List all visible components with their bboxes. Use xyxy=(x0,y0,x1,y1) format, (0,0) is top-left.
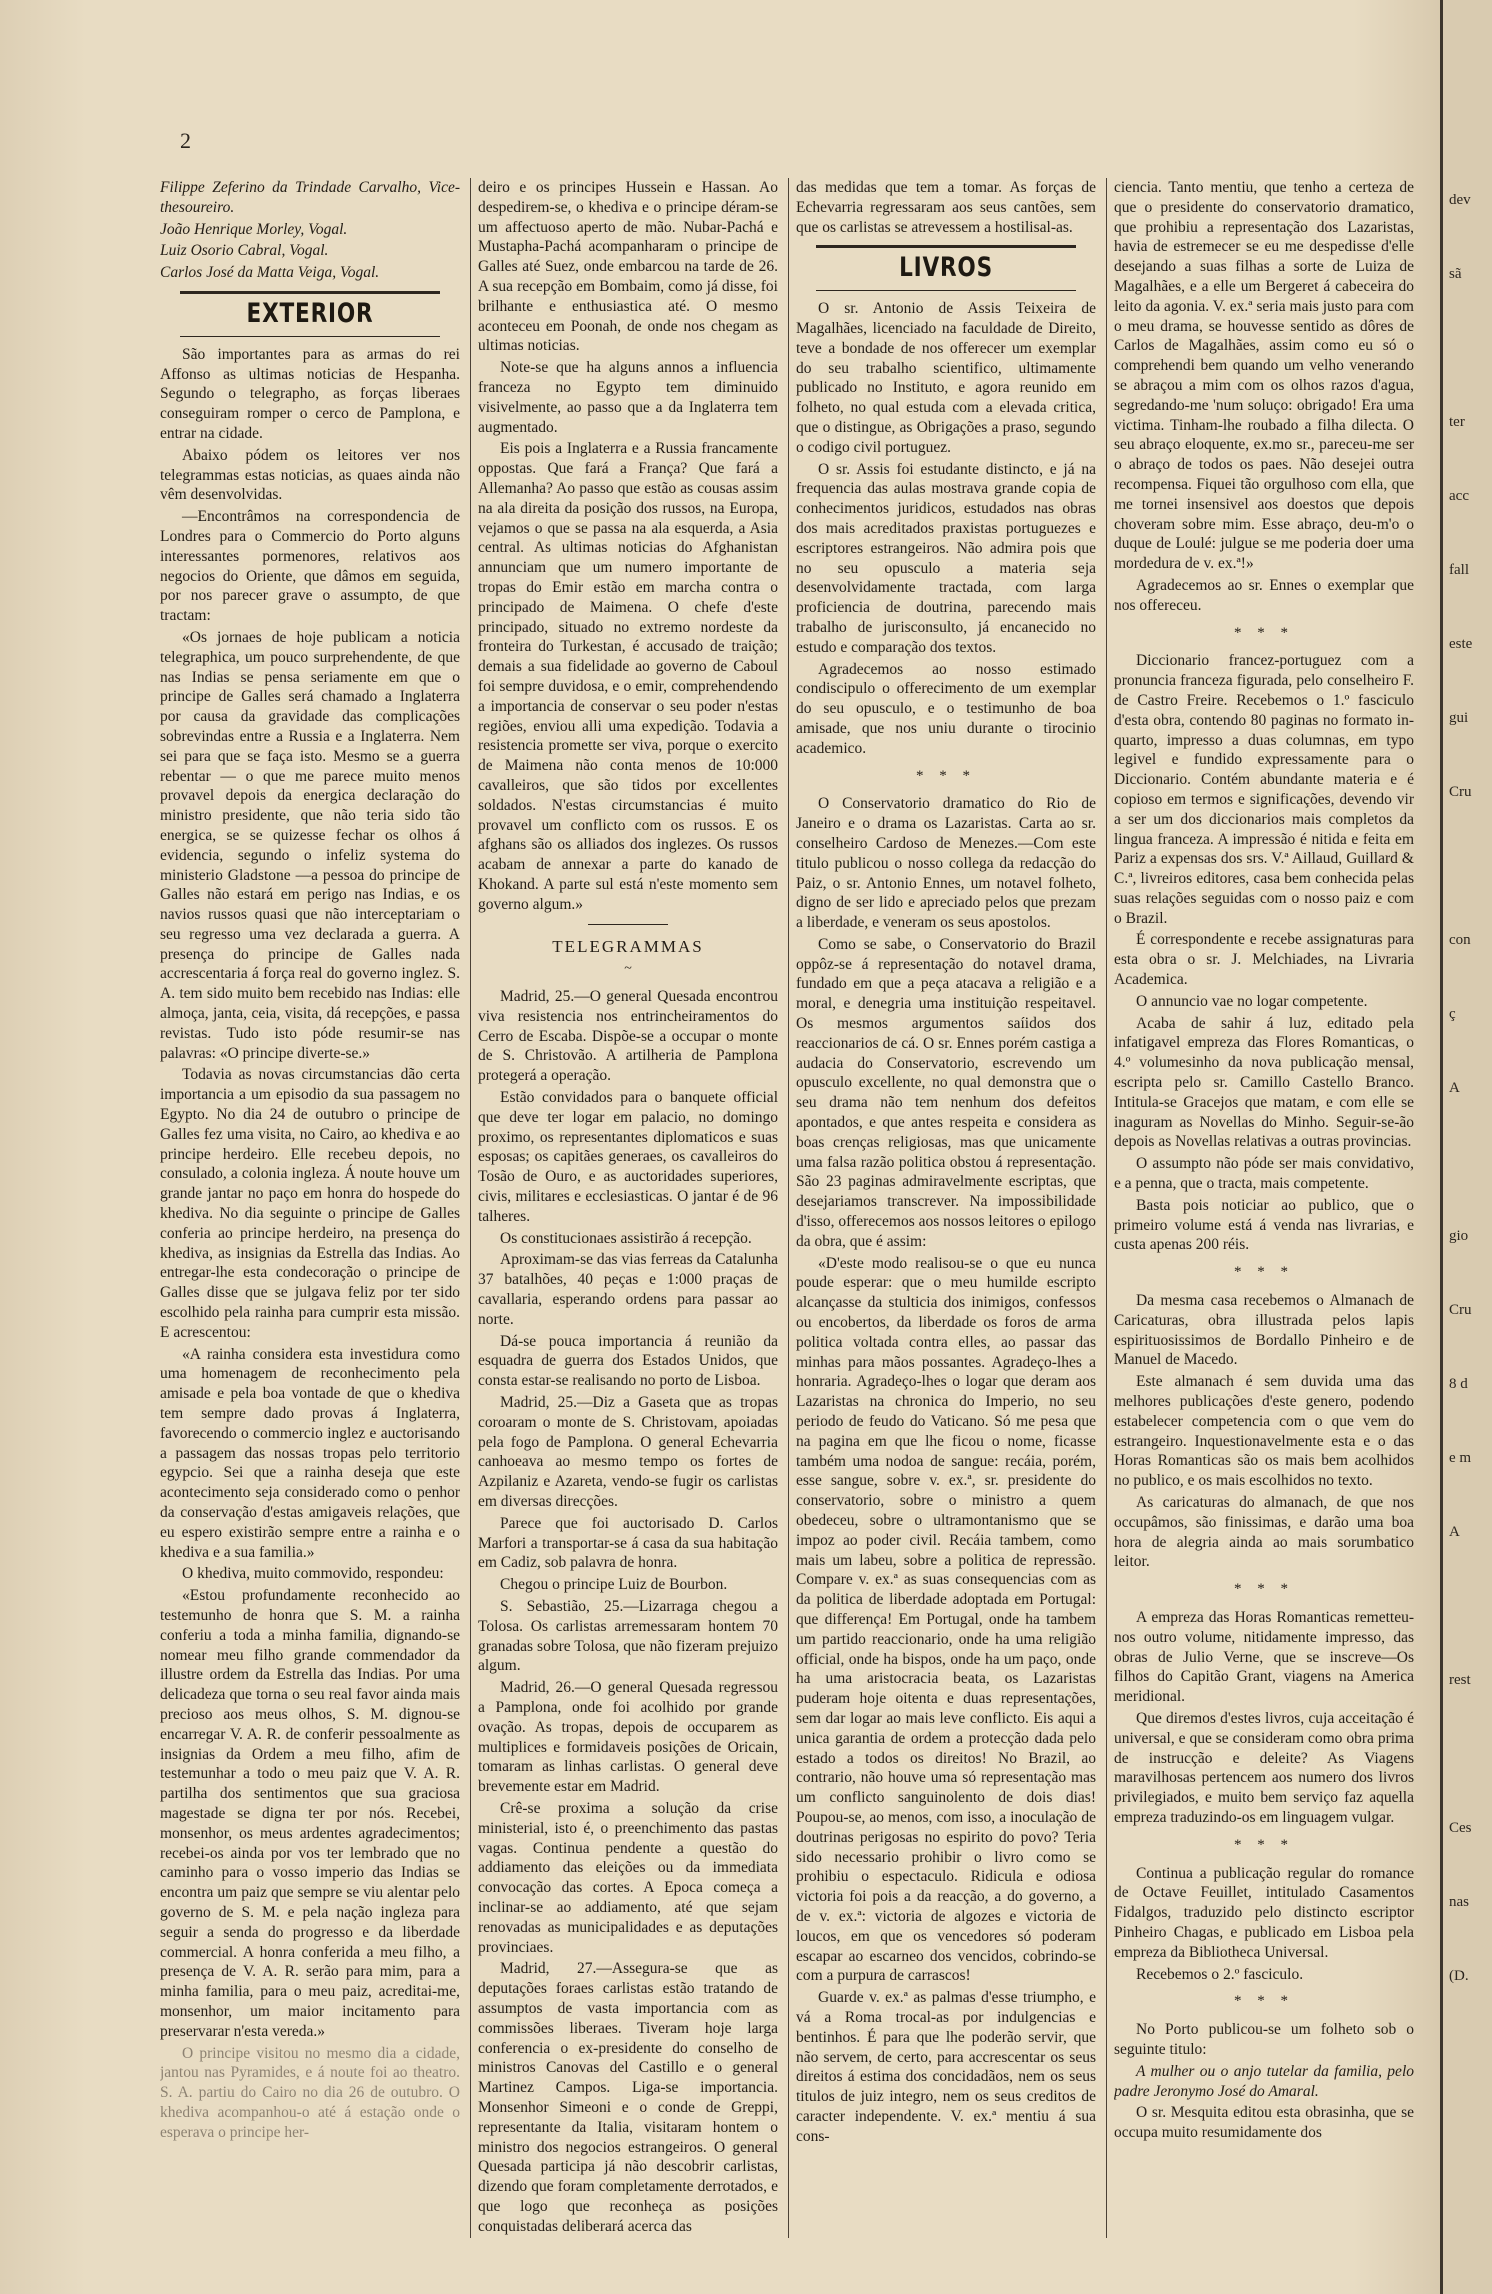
section-stars: * * * xyxy=(1234,1264,1294,1281)
article-paragraph: Agradecemos ao nosso estimado condiscipulo o offerecimento de um exemplar do seu opusculo, e o testimunho de boa amisade, que nos uniu durante o tirocinio academico. xyxy=(796,660,1096,757)
divider xyxy=(588,924,668,925)
section-rule xyxy=(180,336,440,337)
article-paragraph: Este almanach é sem duvida uma das melhores publicações d'este genero, podendo estabelecer competencia com o que vem do estrangeiro. Inquestionavelmente esta e o das Horas Romanticas são os mais bem acolhidos no publico, e os mais escolhidos no texto. xyxy=(1114,1373,1414,1490)
article-paragraph: Todavia as novas circumstancias dão certa importancia a um episodio da sua passagem no Egypto. No dia 24 de outubro o principe de Galles fez uma visita, no Cairo, ao khediva e ao principe herdeiro. Elle recebeu depois, no consulado, a colonia ingleza. Á noute houve um grande jantar no paço em honra do hospede do khediva. No dia seguinte o principe de Galles conferia ao principe herdeiro, na presença do khediva, as insignias da Estrella das Indias. Ao entregar-lhe esta condecoração o principe de Galles disse que se julgava feliz por ter sido escolhido pela rainha para cumprir esta missão. E acrescentou: xyxy=(160,1066,460,1341)
article-paragraph: Basta pois noticiar ao publico, que o primeiro volume está á venda nas livrarias, e custa apenas 200 réis. xyxy=(1114,1196,1414,1254)
adjacent-page-fragment xyxy=(1443,338,1492,358)
article-paragraph: O Conservatorio dramatico do Rio de Janeiro e o drama os Lazaristas. Carta ao sr. conselheiro Cardoso de Menezes.—Com este titulo publicou o nosso collega da redacção do Paiz, o sr. Antonio Ennes, um notavel folheto, digno de ser lido e apreciado pelos que prezam a liberdade, e veneram os seus apostolos. xyxy=(796,795,1096,932)
adjacent-page-fragment: este xyxy=(1449,636,1473,652)
article-paragraph: «D'este modo realisou-se o que eu nunca poude esperar: que o meu humilde escripto alcançasse da stulticia dos inimigos, confessos ou encobertos, da liberdade os foros de arma politica voltada contra elles, ao passar das minhas para mãos possantes. Agradeço-lhes a honraria. Agradeço-lhes o logar que deram aos Lazaristas na chronica do Imperio, no seu periodo de feudo do Vaticano. Só me pesa que na pagina em que lhe ficou o nome, ficasse também uma nodoa de sangue: recáia, porém, esse sangue, sobre v. ex.ª, sr. presidente do conservatorio, sobre o ministro a quem obedeceu, sobre o ultramontanismo que se impoz ao poder civil. Recáia tambem, como mais um labeu, sobre a politica de repressão. Compare v. ex.ª as suas consequencias com as da politica de liberdade adoptada em Portugal: que differença! Em Portugal, onde ha tambem um partido reaccionario, onde ha uma religião official, onde ha bispos, onde ha um paço, onde ha uma aristocracia beata, os Lazaristas puderam hoje oitenta e duas representações, sem dar logar ao mais leve conflicto. Eis aqui a unica garantia de ordem a protecção dada pelo estado a todos os direitos! No Brazil, ao contrario, não houve uma só representação mas um conflicto sanguinolento de dois dias! Poupou-se, ao menos, com isso, a inoculação de doutrinas perigosas no espirito do povo? Teria sido necessario prohibir o livro como se prohibiu o espectaculo. Ridicula e odiosa victoria foi pois a da reacção, a do governo, a de v. ex.ª: victoria de algozes e victoria de loucos, em que os vencedores só poderam escapar ao escarneo dos vencidos, cobrindo-se com a purpura de carrascos! xyxy=(796,1254,1096,1985)
adjacent-page-fragment: gio xyxy=(1449,1228,1469,1244)
article-paragraph: Agradecemos ao sr. Ennes o exemplar que nos offereceu. xyxy=(1114,576,1414,614)
adjacent-page-fragment: ç xyxy=(1449,1006,1456,1022)
telegram-paragraph: Chegou o principe Luiz de Bourbon. xyxy=(500,1576,728,1594)
adjacent-page-fragment: ter xyxy=(1449,414,1465,430)
telegram-paragraph: Os constitucionaes assistirão á recepção. xyxy=(500,1229,752,1247)
telegram-paragraph: Dá-se pouca importancia á reunião da esquadra de guerra dos Estados Unidos, que consta estar-se realisando no porto de Lisboa. xyxy=(478,1332,778,1390)
telegram-paragraph: Madrid, 25.—O general Quesada encontrou viva resistencia nos entrincheiramentos do Cerro de Escaba. Dispõe-se a occupar o monte de S. Christovão. A artilheria de Pamplona protegerá a operação. xyxy=(478,988,778,1085)
article-paragraph: Recebemos o 2.º fasciculo. xyxy=(1136,1965,1304,1983)
column-3 xyxy=(796,178,1096,2238)
telegram-paragraph: Estão convidados para o banquete official que deve ter logar em palacio, no domingo proximo, os representantes diplomaticos e suas esposas; os capitães generaes, os cavalleiros do Tosão de Ouro, e as auctoridades superiores, civis, militares e ecclesiasticas. O jantar é de 96 talheres. xyxy=(478,1089,778,1225)
article-paragraph: Note-se que ha alguns annos a influencia franceza no Egypto tem diminuido visivelmente, ao passo que a da Inglaterra tem augmentado. xyxy=(478,359,778,436)
adjacent-page-fragment xyxy=(1443,1596,1492,1616)
article-paragraph: Eis pois a Inglaterra e a Russia francamente oppostas. Que fará a França? Que fará a Allemanha? Ao passo que estão as cousas assim na ala direita da posição dos russos, na Europa, vejamos o que se passa na ala esquerda, a Asia central. As ultimas noticias do Afghanistan annunciam que um numero importante de tropas do Emir estão em marcha contra o principado de Maimena. O chefe d'este principado, situado no extremo nordeste da fronteira do Turkestan, é accusado de traição; demais a sua fidelidade ao governo de Caboul foi sempre duvidosa, e o emir, comprehendendo a importancia de conservar o seu poder n'estas regiões, enviou alli uma expedição. Todavia a resistencia promette ser viva, porque o exercito de Maimena não conta menos de 10:000 cavalleiros, que são tidos por excellentes soldados. N'estas circumstancias é muito provavel um conflicto com os russos. E os afghans são os alliados dos inglezes. Os russos acabam de annexar a parte do kanado de Khokand. A parte sul está n'este momento sem governo algum.» xyxy=(478,440,778,913)
article-paragraph: Continua a publicação regular do romance de Octave Feuillet, intitulado Casamentos Fidalgos, traduzido pelo distincto escriptor Pinheiro Chagas, e publicado em Lisboa pela empreza da Bibliotheca Universal. xyxy=(1114,1864,1414,1961)
article-paragraph: São importantes para as armas do rei Affonso as ultimas noticias de Hespanha. Segundo o telegrapho, as forças liberaes conseguiram romper o cerco de Pamplona, e entrar na cidade. xyxy=(160,345,460,442)
adjacent-page-fragment: rest xyxy=(1449,1672,1471,1688)
article-paragraph: «Estou profundamente reconhecido ao testemunho de honra que S. M. a rainha conferiu a toda a minha familia, dignando-se nomear meu filho grande commendador da illustre ordem da Estrella das Indias. Por uma delicadeza que torna o seu real favor ainda mais precioso aos meus olhos, S. M. dignou-se encarregar V. A. R. de conferir pessoalmente as insignias da Ordem a meu filho, afim de testemunhar a todo o meu paiz que V. A. R. partilha dos sentimentos que sua graciosa magestade se digna ter por nós. Recebei, monsenhor, os meus ardentes agradecimentos; recebei-os ainda por vos ter lembrado que no caminho para o vosso imperio das Indias se encontra um paiz que sempre se viu alentar pelo governo de S. M. e pela nação ingleza para seguir a senda do progresso e da liberdade commercial. A honra conferida a meu filho, a presença de V. A. R. serão para mim, para a minha familia, para o meu paiz, acreditai-me, monsenhor, um maior incitamento para preservarar n'esta vereda.» xyxy=(160,1587,460,2040)
column-rule xyxy=(788,178,789,2238)
article-paragraph: Como se sabe, o Conservatorio do Brazil oppôz-se á representação do notavel drama, fundado em que a peça atacava a religião e a moral, e denegria uma instituição respeitavel. Os mesmos argumentos saíidos dos reaccionarios de cá. O sr. Ennes porém castiga a audacia do Conservatorio, escrevendo um opusculo excellente, no qual demonstra que o seu drama não tem nenhum dos defeitos apontados, e que antes respeita e considera as boas crenças religiosas, mas que unicamente uma falsa razão politica obstou á representação. São 23 paginas admiravelmente escriptas, que desejariamos transcrever. Na impossibilidade d'isso, offerecemos aos nossos leitores o epilogo da obra, que é assim: xyxy=(796,935,1096,1250)
adjacent-page-fragment: gui xyxy=(1449,710,1469,726)
faded-paragraph: O principe visitou no mesmo dia a cidade, jantou nas Pyramides, e á noute foi ao theatro. S. A. partiu do Cairo no dia 26 de outubro. O khediva acompanhou-o até á estação onde o esperava o principe her- xyxy=(160,2044,460,2141)
article-paragraph: A mulher ou o anjo tutelar da familia, pelo padre Jeronymo José do Amaral. xyxy=(1114,2062,1414,2100)
column-1 xyxy=(160,178,460,2238)
page-number: 2 xyxy=(180,128,191,153)
article-paragraph: A empreza das Horas Romanticas remetteu-nos outro volume, nitidamente impresso, das obras de Julio Verne, que se inscreve—Os filhos do Capitão Grant, viagens na America meridional. xyxy=(1114,1608,1414,1706)
column-rule xyxy=(470,178,471,2238)
column-rule xyxy=(1106,178,1107,2238)
article-paragraph: Da mesma casa recebemos o Almanach de Caricaturas, obra illustrada pelos lapis espirituosissimos de Bordallo Pinheiro e de Manuel de Macedo. xyxy=(1114,1292,1414,1369)
article-paragraph: É correspondente e recebe assignaturas para esta obra o sr. J. Melchiades, na Livraria Academica. xyxy=(1114,931,1414,989)
article-paragraph: O sr. Antonio de Assis Teixeira de Magalhães, licenciado na faculdade de Direito, teve a bondade de nos offerecer um exemplar do seu trabalho scientifico, ultimamente publicado no Instituto, e agora reunido em folheto, no qual estuda com a elevada critica, que o distingue, as Obrigações a praso, segundo o codigo civil portuguez. xyxy=(796,300,1096,456)
article-paragraph: deiro e os principes Hussein e Hassan. Ao despedirem-se, o khediva e o principe déram-se um affectuoso aperto de mão. Nubar-Pachá e Mustapha-Pachá acompanharam o principe de Galles até Suez, onde embarcou na tarde de 26. A sua recepção em Bombaim, como já disse, foi brilhante e enthusiastica até. O mesmo aconteceu em Poonah, de onde nos chegam as ultimas noticias. xyxy=(478,179,778,355)
telegram-paragraph: Aproximam-se das vias ferreas da Catalunha 37 batalhões, 40 peças e 1:000 praças de cavallaria, esperando ordens para passar ao norte. xyxy=(478,1251,778,1328)
article-paragraph: No Porto publicou-se um folheto sob o seguinte titulo: xyxy=(1114,2021,1414,2058)
officer-line: Filippe Zeferino da Trindade Carvalho, Vice-thesoureiro. xyxy=(160,179,460,216)
column-2 xyxy=(478,178,778,2238)
adjacent-page-fragment: A xyxy=(1449,1524,1460,1540)
adjacent-page-fragment: Ces xyxy=(1449,1820,1472,1836)
adjacent-page-fragment: acc xyxy=(1449,488,1469,504)
article-paragraph: Guarde v. ex.ª as palmas d'esse triumpho, e vá a Roma trocal-as por indulgencias e bentinhos. É para que lhe poderão servir, que não servem, de certo, para accrescentar os seus direitos á estima dos concidadãos, nem os seus titulos de juiz integro, nem os seus creditos de caracter independente. V. ex.ª mentiu á sua cons- xyxy=(796,1989,1096,2145)
article-paragraph: —Encontrâmos na correspondencia de Londres para o Commercio do Porto alguns interessantes pormenores, relativos aos negocios do Oriente, que dâmos em seguida, por nos parecer grave o assumpto, de que tractam: xyxy=(160,508,460,625)
section-stars: * * * xyxy=(1234,624,1294,641)
telegram-paragraph: Crê-se proxima a solução da crise ministerial, isto é, o preenchimento das pastas vagas. Continua pendente a questão do addiamento das eleições ou da immediata convocação das cortes. A Epoca começa a inclinar-se ao addiamento, até que sejam renovadas as municipalidades e as deputações provinciaes. xyxy=(478,1799,778,1956)
adjacent-page-fragment: nas xyxy=(1449,1894,1469,1910)
article-paragraph: O annuncio vae no logar competente. xyxy=(1136,992,1368,1010)
telegram-paragraph: Parece que foi auctorisado D. Carlos Marfori a transportar-se á casa da sua habitação em Cadiz, sob palavra de honra. xyxy=(478,1514,778,1572)
article-paragraph: Abaixo pódem os leitores ver nos telegrammas estas noticias, as quaes ainda não vêm desenvolvidas. xyxy=(160,446,460,504)
adjacent-page-fragment xyxy=(1443,1744,1492,1764)
adjacent-page-fragment: e m xyxy=(1449,1450,1472,1466)
section-stars: * * * xyxy=(1234,1836,1294,1853)
article-paragraph: «A rainha considera esta investidura como uma homenagem de reconhecimento pela amisade e pela boa vontade de que o khediva tem sempre dado provas á Inglaterra, favorecendo o commercio inglez e auctorisando a passagem das nossas tropas pelo territorio egypcio. Sei que a rainha deseja que este acontecimento seja considerado como o penhor da conservação d'estas amigaveis relações, que eu espero existirão sempre entre a rainha e o khediva e a sua familia.» xyxy=(160,1345,460,1561)
article-paragraph: O sr. Assis foi estudante distincto, e já na frequencia das aulas mostrava grande copia de conhecimentos juridicos, estudados nas obras dos mais acreditados praxistas portuguezes e escriptores estrangeiros. Não admira pois que no seu opusculo a materia seja desenvolvidamente tractada, com larga proficiencia de doutrina, parecendo mais trabalho de jurisconsulto, já encanecido no estudo e comparação dos textos. xyxy=(796,460,1096,656)
article-paragraph: Acaba de sahir á luz, editado pela infatigavel empreza das Flores Romanticas, o 4.º volumesinho da nova publicação mensal, escripta pelo sr. Camillo Castello Branco. Intitula-se Gracejos que matam, e com elle se inaguram as Novellas do Minho. Seguir-se-ão depois as Novellas relativas a outras provincias. xyxy=(1114,1014,1414,1151)
section-stars: * * * xyxy=(916,767,976,784)
telegram-paragraph: Madrid, 27.—Assegura-se que as deputações foraes carlistas estão tratando de assumptos de vasta importancia com as commissões liberaes. Tiveram hoje larga conferencia o ex-presidente do conselho de ministros Canovas del Castillo e o general Martinez Campos. Liga-se importancia. Monsenhor Simeoni e o conde de Greppi, representante da Italia, visitaram hontem o ministro dos negocios estrangeiros. O general Quesada participa já não descobrir carlistas, dizendo que foram completamente derrotados, e que logo que reconheça as posições conquistadas deliberará acerca das xyxy=(478,1960,778,2235)
telegram-paragraph: Madrid, 25.—Diz a Gaseta que as tropas coroaram o monte de S. Christovam, apoiadas pela fogo de Pamplona. O general Echevarria canhoeava ao mesmo tempo os fortes de Azpilaniz e Azareta, vendo-se fugir os carlistas em diversas direcções. xyxy=(478,1394,778,1510)
adjacent-page-fragment: fall xyxy=(1449,562,1469,578)
column-4 xyxy=(1114,178,1414,2238)
adjacent-page-edge xyxy=(1440,0,1492,2294)
article-paragraph: As caricaturas do almanach, de que nos occupâmos, são finissimas, e darão uma boa hora de alegria ainda ao mais sorumbatico leitor. xyxy=(1114,1494,1414,1571)
officer-line: Carlos José da Matta Veiga, Vogal. xyxy=(160,264,380,282)
officer-list xyxy=(160,178,460,283)
section-rule xyxy=(180,291,440,294)
telegram-paragraph: Madrid, 26.—O general Quesada regressou a Pamplona, onde foi acolhido por grande ovação. As tropas, depois de occuparem as multiplices e formidaveis posições de Oricain, tomaram as linhas carlistas. O general deve brevemente estar em Madrid. xyxy=(478,1679,778,1796)
officer-line: Luiz Osorio Cabral, Vogal. xyxy=(160,242,329,260)
article-paragraph: O assumpto não póde ser mais convidativo, e a penna, que o tracta, mais competente. xyxy=(1114,1155,1414,1193)
adjacent-page-fragment: con xyxy=(1449,932,1471,948)
adjacent-page-fragment: dev xyxy=(1449,192,1471,208)
adjacent-page-fragment: (D. xyxy=(1449,1968,1469,1984)
adjacent-page-fragment: A xyxy=(1449,1080,1460,1096)
adjacent-page-fragment: Cru xyxy=(1449,1302,1472,1318)
section-heading-telegrammas: TELEGRAMMAS xyxy=(552,937,704,957)
section-heading-livros: LIVROS xyxy=(899,252,993,284)
adjacent-page-fragment: Cru xyxy=(1449,784,1472,800)
article-paragraph: ciencia. Tanto mentiu, que tenho a certeza de que o presidente do conservatorio dramatico, que prohibiu a representação dos Lazaristas, havia de estremecer se eu me despedisse d'elle desejando a suas filhas a sorte de Luiza de Magalhães, e a elle um Bergeret á cabeceira do leito da agonia. V. ex.ª seria mais justo para com o meu drama, se houvesse sentido as dôres de Carlos de Magalhães, assim como eu só o comprehendi bem quando um velho venerando se abraçou a mim com os olhos razos d'agua, segredando-me 'num soluço: obrigado! Era uma victima. Tinham-lhe roubado a filha dilecta. O seu abraço eloquente, ex.mo sr., pareceu-me ser o abraço de todos os paes. Não desejei outra recompensa. Fiquei tão orgulhoso com ella, que me tornei insensivel aos doestos que depois choveram sobre mim. Esse abraço, deu-m'o o duque de Loulé: julgue se me poderia doer uma mordedura de v. ex.ª!» xyxy=(1114,179,1414,573)
section-rule xyxy=(816,290,1076,291)
article-paragraph: «Os jornaes de hoje publicam a noticia telegraphica, um pouco surprehendente, de que nas Indias se pensa seriamente em que o principe de Galles será chamado a Inglaterra por causa da gravidade das complicações sobrevindas entre a Russia e a Inglaterra. Nem sei para que se faça isto. Mesmo se a guerra rebentar — o que me parece muito menos provavel depois da energica declaração do ministro presidente, que não teria sido tão energica, se se quizesse fechar os olhos á evidencia, segundo o infeliz systema do ministerio Gladstone —a pessoa do principe de Galles não estará em perigo nas Indias, e os navios russos quasi que não interceptariam o seu regresso uma vez declarada a guerra. A presença do principe de Galles nada accrescentaria á força real do governo inglez. S. A. tem sido muito bem recebido nas Indias: elle almoça, janta, ceia, visita, dá recepções, e passa revistas. Tudo isto póde resumir-se nas palavras: «O principe diverte-se.» xyxy=(160,628,460,1062)
adjacent-page-fragment: 8 d xyxy=(1449,1376,1468,1392)
officer-line: João Henrique Morley, Vogal. xyxy=(160,220,348,238)
article-paragraph: das medidas que tem a tomar. As forças de Echevarria regressaram aos seus cantões, sem que os carlistas se atrevessem a hostilisal-as. xyxy=(796,179,1096,236)
section-rule xyxy=(816,245,1076,248)
telegram-paragraph: S. Sebastião, 25.—Lizarraga chegou a Tolosa. Os carlistas arremessaram hontem 70 granadas sobre Tolosa, que não fizeram prejuizo algum. xyxy=(478,1597,778,1675)
section-stars: * * * xyxy=(1234,1581,1294,1598)
article-paragraph: Que diremos d'estes livros, cuja acceitação é universal, e que se consideram como obra prima de instrucção e deleite? As Viagens maravilhosas pertencem aos numero dos livros privilegiados, e muito bem serviço faz aquella empreza traduzindo-os em linguagem vulgar. xyxy=(1114,1709,1414,1826)
ornament: ~ xyxy=(624,961,632,977)
adjacent-page-fragment: sã xyxy=(1449,266,1462,282)
article-paragraph: O sr. Mesquita editou esta obrasinha, que se occupa muito resumidamente dos xyxy=(1114,2104,1414,2142)
adjacent-page-fragment xyxy=(1443,1152,1492,1172)
adjacent-page-fragment xyxy=(1443,856,1492,876)
section-heading-exterior: EXTERIOR xyxy=(246,297,374,329)
article-paragraph: O khediva, muito commovido, respondeu: xyxy=(182,1565,444,1583)
section-stars: * * * xyxy=(1234,1993,1294,2010)
article-paragraph: Diccionario francez-portuguez com a pronuncia franceza figurada, pelo conselheiro F. de Castro Freire. Recebemos o 1.º fasciculo d'esta obra, contendo 80 paginas no formato in-quarto, impresso a duas columnas, em typo legivel e fundido expressamente para o Diccionario. Contém abundante materia e é copioso em termos e significações, devendo vir a ser um dos diccionarios mais completos da lingua franceza. A impressão é nitida e feita em Pariz a expensas dos srs. V.ª Aillaud, Guillard & C.ª, livreiros editores, casa bem conhecida pelas suas relações seguidas com o nosso paiz e com o Brazil. xyxy=(1114,652,1414,927)
